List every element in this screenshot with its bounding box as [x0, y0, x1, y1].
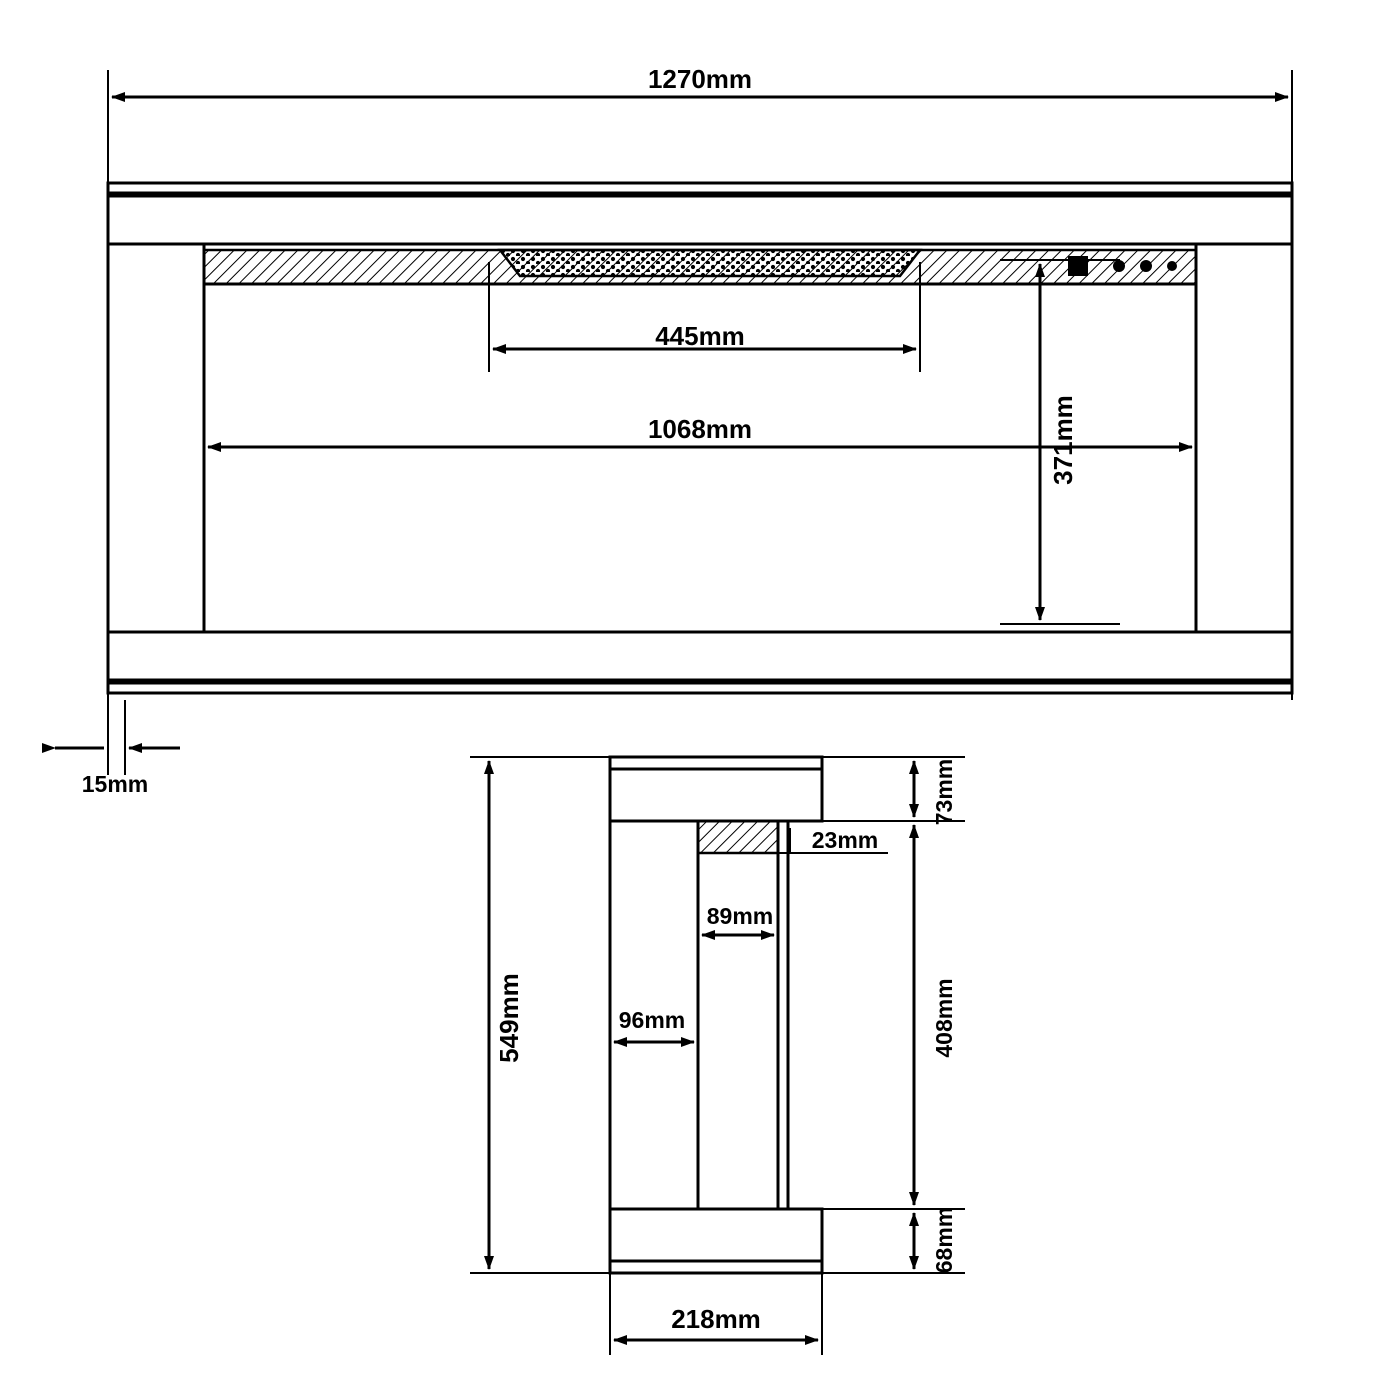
label-body-depth: 89mm: [706, 903, 774, 929]
label-vent-width: 445mm: [655, 321, 745, 351]
label-overall-depth: 218mm: [671, 1304, 761, 1334]
label-overall-width: 1270mm: [647, 64, 753, 94]
label-inner-depth: 96mm: [618, 1007, 686, 1033]
label-glass-height: 371mm: [1048, 395, 1078, 485]
label-bottom-section: 68mm: [931, 1206, 957, 1274]
label-glass-height-side: 408mm: [931, 978, 957, 1058]
label-overall-height: 549mm: [494, 973, 524, 1063]
label-vent-depth: 23mm: [811, 827, 879, 853]
label-top-section: 73mm: [931, 758, 957, 826]
label-glass-width: 1068mm: [647, 414, 753, 444]
label-frame-edge: 15mm: [81, 771, 149, 797]
